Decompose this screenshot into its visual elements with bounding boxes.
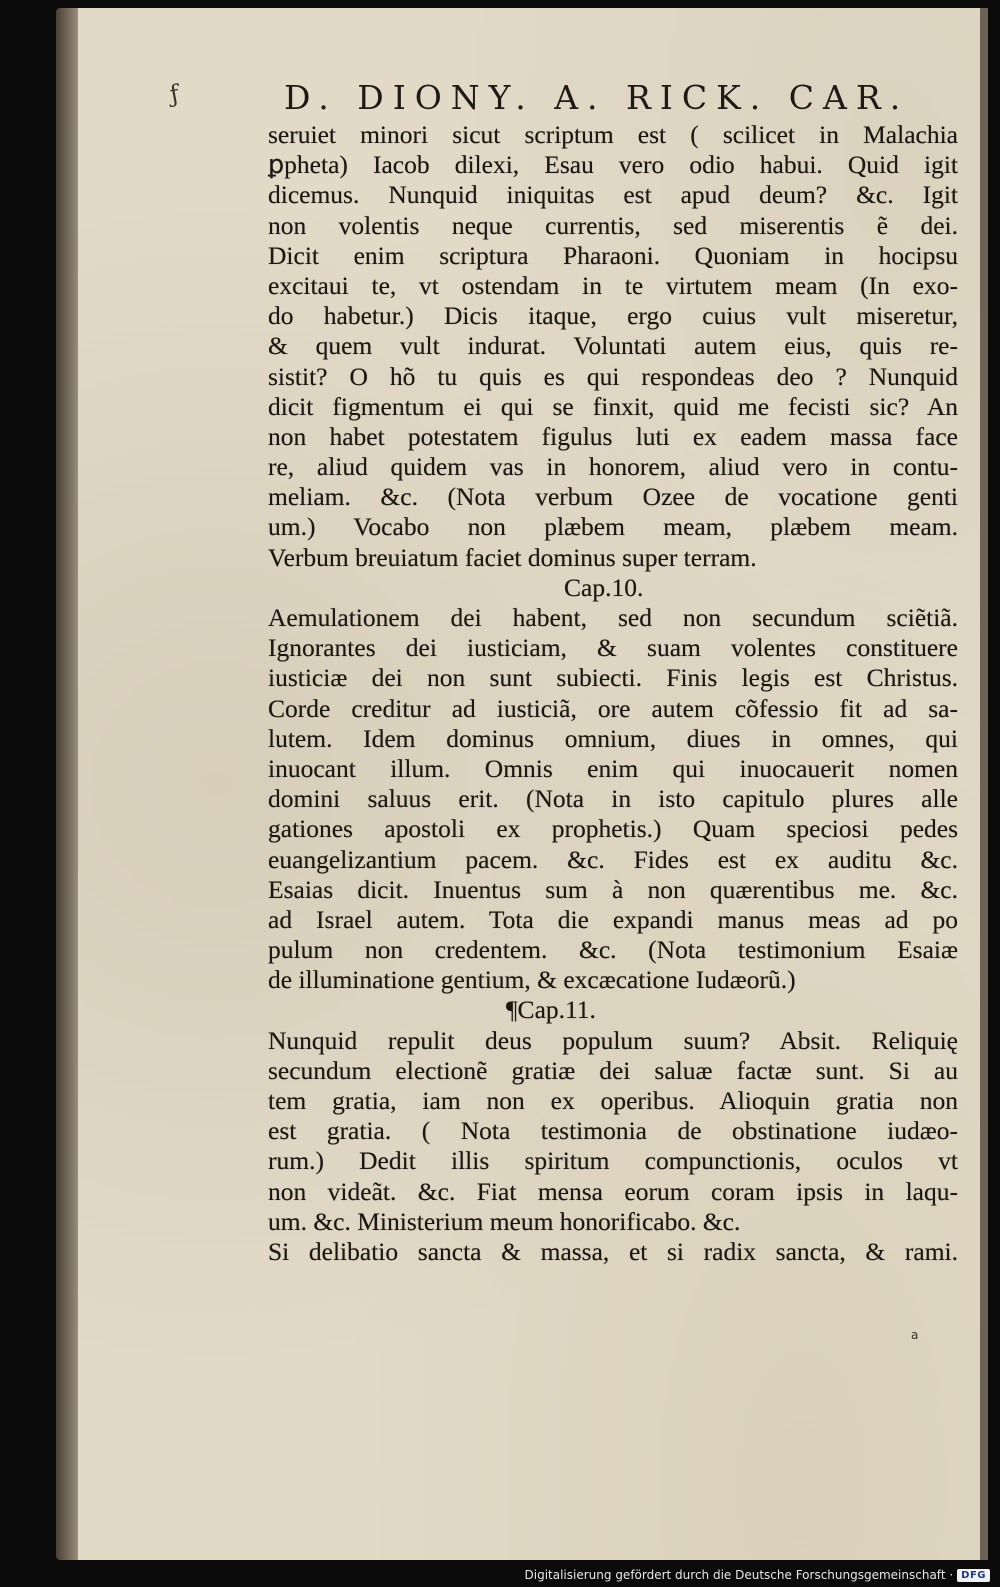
text-line: dicit figmentum ei qui se finxit, quid me fecisti sic? An [268,391,958,421]
text-line: domini saluus erit. (Nota in isto capitulo plures alle [268,784,958,814]
footer-credit-text: Digitalisierung gefördert durch die Deutsche Forschungsgemeinschaft · [524,1568,954,1582]
page-signature-mark: a [911,1328,919,1342]
margin-mark: ƒ [167,79,182,109]
text-line: um.) Vocabo non plæbem meam, plæbem meam. [268,512,958,542]
text-line: do habetur.) Dicis itaque, ergo cuius vult miseretur, [268,301,958,331]
text-line: secundum electionẽ gratiæ dei saluæ factæ sunt. Si au [268,1055,958,1085]
text-line: seruiet minori sicut scriptum est ( scilicet in Malachia [268,120,958,149]
text-line: Si delibatio sancta & massa, et si radix sancta, & rami. [268,1236,958,1266]
text-line: Ignorantes dei iusticiam, & suam volentes constituere [268,633,958,663]
text-line: tem gratia, iam non ex operibus. Alioquin gratia non [268,1086,958,1115]
text-line: dicemus. Nunquid iniquitas est apud deum? &c. Igit [268,180,958,210]
page-right-edge [980,8,988,1560]
text-line: & quem vult indurat. Voluntati autem eius, quis re- [268,331,958,361]
text-line: Corde creditur ad iusticiã, ore autem cõfessio fit ad sa- [268,693,958,723]
text-line: pulum non credentem. &c. (Nota testimonium Esaiæ [268,935,958,965]
text-line: Nunquid repulit deus populum suum? Absit. Reliquię [268,1025,958,1055]
digitization-footer [525,1565,990,1585]
text-line: iusticiæ dei non sunt subiecti. Finis legis est Christus. [268,663,958,693]
dfg-logo: DFG [957,1569,990,1582]
text-line: non habet potestatem figulus luti ex eadem massa face [268,421,958,451]
text-line: de illuminatione gentium, & excæcatione Iudæorũ.) [268,965,796,995]
text-line: um. &c. Ministerium meum honorificabo. &c. [268,1206,741,1236]
text-line: sistit? O hõ tu quis es qui respondeas deo ? Nunquid [268,361,958,391]
text-line: Verbum breuiatum faciet dominus super terram. [268,542,757,572]
chapter-heading-11: ¶Cap.11. [506,995,596,1025]
text-line: Esaias dicit. Inuentus sum à non quærentibus me. &c. [268,874,958,904]
text-line: Aemulationem dei habent, sed non secundum sciẽtiã. [268,603,958,632]
text-line: Dicit enim scriptura Pharaoni. Quoniam in hocipsu [268,240,958,270]
text-line: non volentis neque currentis, sed miserentis ẽ dei. [268,210,958,240]
text-line: rum.) Dedit illis spiritum compunctionis, oculos vt [268,1146,958,1176]
body-text [268,120,958,1267]
text-line: lutem. Idem dominus omnium, diues in omnes, qui [268,723,958,753]
text-line: gationes apostoli ex prophetis.) Quam speciosi pedes [268,814,958,844]
text-line: ad Israel autem. Tota die expandi manus meas ad po [268,904,958,934]
text-line: euangelizantium pacem. &c. Fides est ex auditu &c. [268,844,958,874]
text-line: excitaui te, vt ostendam in te virtutem meam (In exo- [268,270,958,300]
chapter-heading-10: Cap.10. [564,572,644,602]
text-line: re, aliud quidem vas in honorem, aliud vero in contu- [268,452,958,482]
text-line: meliam. &c. (Nota verbum Ozee de vocatione genti [268,482,958,512]
running-head: D. DIONY. A. RICK. CAR. [284,78,910,117]
text-line: non videãt. &c. Fiat mensa eorum coram ipsis in laqu- [268,1176,958,1206]
text-line: est gratia. ( Nota testimonia de obstinatione iudæo- [268,1116,958,1146]
text-line: ꝑpheta) Iacob dilexi, Esau vero odio habui. Quid igit [268,150,958,180]
text-line: inuocant illum. Omnis enim qui inuocauerit nomen [268,753,958,783]
